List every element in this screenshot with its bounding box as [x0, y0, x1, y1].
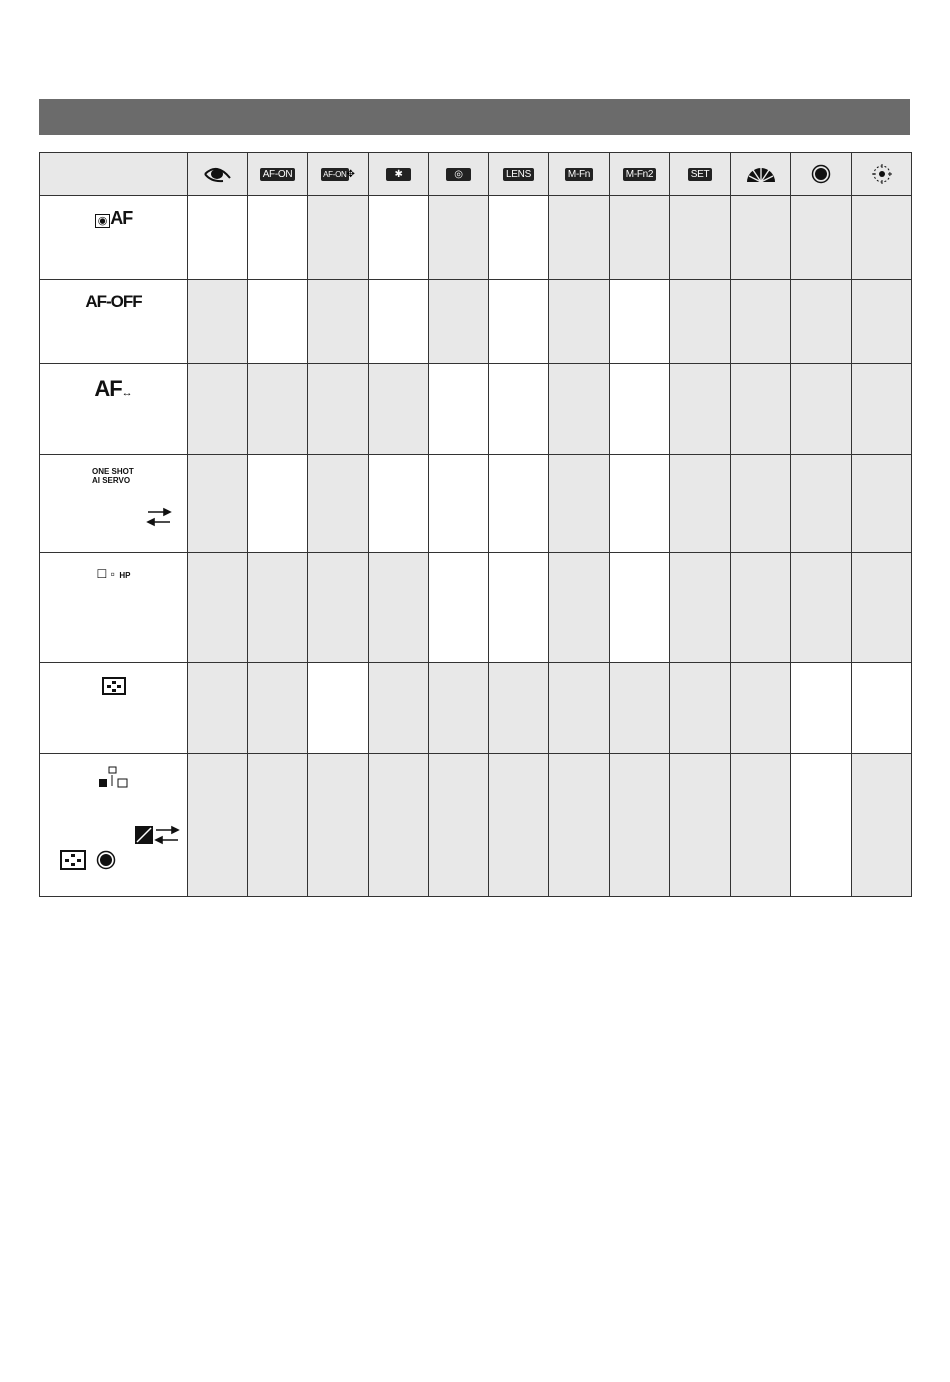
table-cell	[248, 280, 308, 364]
row-head-af-point-switch: AF↔	[40, 364, 188, 455]
table-cell	[549, 364, 610, 455]
table-cell	[188, 364, 248, 455]
table-row	[40, 364, 912, 455]
table-cell	[369, 364, 429, 455]
table-cell	[791, 364, 852, 455]
table-cell	[369, 553, 429, 663]
col-main-dial	[731, 153, 791, 196]
af-point-button-icon: ◎	[446, 168, 470, 181]
row-head-direct-af-point	[40, 663, 188, 754]
col-m-fn2	[610, 153, 670, 196]
table-cell	[610, 553, 670, 663]
col-lens	[489, 153, 549, 196]
table-cell	[610, 754, 670, 897]
table-row	[40, 455, 912, 553]
col-quick-control-dial	[791, 153, 852, 196]
table-cell	[791, 553, 852, 663]
table-cell	[549, 455, 610, 553]
one-shot-ai-servo-switch-icon: ONE SHOT	[92, 467, 134, 476]
table-cell	[248, 364, 308, 455]
table-cell	[731, 553, 791, 663]
col-eye	[188, 153, 248, 196]
table-cell	[489, 364, 549, 455]
row-head-metering-af: ◉ AF	[40, 196, 188, 280]
m-fn-button-icon: M-Fn	[565, 168, 593, 181]
table-cell	[791, 280, 852, 364]
table-cell	[489, 280, 549, 364]
table-cell	[852, 196, 912, 280]
table-cell	[429, 364, 489, 455]
table-row	[40, 754, 912, 897]
table-row	[40, 663, 912, 754]
table-cell	[369, 196, 429, 280]
table-cell	[188, 663, 248, 754]
table-cell	[610, 455, 670, 553]
table-cell	[670, 663, 731, 754]
af-on-button-icon: AF-ON	[260, 168, 296, 181]
swap-arrows-icon	[146, 507, 172, 527]
table-cell	[248, 455, 308, 553]
table-cell	[429, 196, 489, 280]
table-cell	[489, 663, 549, 754]
table-cell	[188, 553, 248, 663]
table-cell	[369, 754, 429, 897]
table-cell	[248, 553, 308, 663]
af-point-selection-icon	[60, 850, 86, 870]
table-cell	[188, 280, 248, 364]
table-cell	[308, 553, 369, 663]
table-cell	[549, 553, 610, 663]
table-cell	[248, 754, 308, 897]
af-on-joystick-icon: AF-ON	[323, 169, 347, 179]
table-cell	[429, 754, 489, 897]
table-cell	[489, 553, 549, 663]
table-cell	[731, 280, 791, 364]
button-customization-table	[39, 152, 912, 897]
table-cell	[489, 754, 549, 897]
table-cell	[731, 455, 791, 553]
row-head-af-off	[40, 280, 188, 364]
table-cell	[489, 196, 549, 280]
table-cell	[731, 663, 791, 754]
table-cell	[188, 455, 248, 553]
table-cell	[308, 364, 369, 455]
table-cell	[731, 754, 791, 897]
table-cell	[429, 663, 489, 754]
table-cell	[248, 196, 308, 280]
table-cell	[670, 280, 731, 364]
row-head-one-shot-ai-servo: ONE SHOT AI SERVO	[40, 455, 188, 553]
col-af-on	[248, 153, 308, 196]
dial-icon	[96, 850, 116, 870]
table-cell	[308, 196, 369, 280]
table-cell	[852, 663, 912, 754]
header-row	[40, 153, 912, 196]
table-row	[40, 280, 912, 364]
eye-icon	[203, 164, 233, 184]
table-cell	[610, 364, 670, 455]
table-cell	[369, 663, 429, 754]
table-cell	[549, 280, 610, 364]
col-af-point	[429, 153, 489, 196]
lens-button-icon: LENS	[503, 168, 534, 181]
ae-lock-button-icon: ✱	[386, 168, 410, 181]
table-cell	[549, 196, 610, 280]
table-cell	[429, 553, 489, 663]
header-corner	[40, 153, 188, 196]
table-cell	[429, 455, 489, 553]
table-cell	[549, 663, 610, 754]
table-cell	[308, 663, 369, 754]
col-m-fn	[549, 153, 610, 196]
table-cell	[852, 280, 912, 364]
exposure-compensation-swap-icon	[134, 824, 180, 846]
af-point-exposure-compensation-icon	[98, 766, 128, 788]
multi-controller-icon	[872, 164, 892, 184]
table-cell	[791, 663, 852, 754]
table-cell	[188, 196, 248, 280]
col-af-on-joystick: AF-ON ✥	[308, 153, 369, 196]
table-cell	[670, 455, 731, 553]
table-cell	[852, 455, 912, 553]
direct-af-point-selection-icon	[102, 677, 126, 695]
table-cell	[188, 754, 248, 897]
table-cell	[308, 455, 369, 553]
row-head-af-point-exposure	[40, 754, 188, 897]
table-cell	[670, 364, 731, 455]
table-cell	[489, 455, 549, 553]
af-point-switch-icon: AF	[94, 376, 122, 401]
table-cell	[852, 754, 912, 897]
table-cell	[670, 553, 731, 663]
table-row	[40, 196, 912, 280]
table-cell	[670, 196, 731, 280]
col-set	[670, 153, 731, 196]
row-head-home-position: ☐ ▫ HP	[40, 553, 188, 663]
col-ae-lock	[369, 153, 429, 196]
table-cell	[248, 663, 308, 754]
table-cell	[791, 196, 852, 280]
table-cell	[369, 280, 429, 364]
af-stop-icon: AF-OFF	[85, 292, 142, 311]
m-fn2-button-icon: M-Fn2	[623, 168, 656, 181]
table-cell	[308, 754, 369, 897]
table-cell	[670, 754, 731, 897]
home-position-icon: ☐ ▫	[96, 567, 115, 581]
table-cell	[731, 364, 791, 455]
table-cell	[369, 455, 429, 553]
col-multi-controller	[852, 153, 912, 196]
table-row	[40, 553, 912, 663]
table-cell	[731, 196, 791, 280]
main-dial-icon	[745, 165, 777, 183]
table-cell	[791, 754, 852, 897]
set-button-icon: SET	[688, 168, 713, 181]
metering-af-start-icon: ◉	[95, 214, 111, 228]
quick-control-dial-icon	[811, 164, 831, 184]
table-cell	[852, 553, 912, 663]
table-cell	[610, 280, 670, 364]
table-cell	[429, 280, 489, 364]
table-cell	[791, 455, 852, 553]
table-cell	[549, 754, 610, 897]
section-title-bar	[39, 99, 910, 135]
table-cell	[852, 364, 912, 455]
table-cell	[308, 280, 369, 364]
table-cell	[610, 663, 670, 754]
table-cell	[610, 196, 670, 280]
